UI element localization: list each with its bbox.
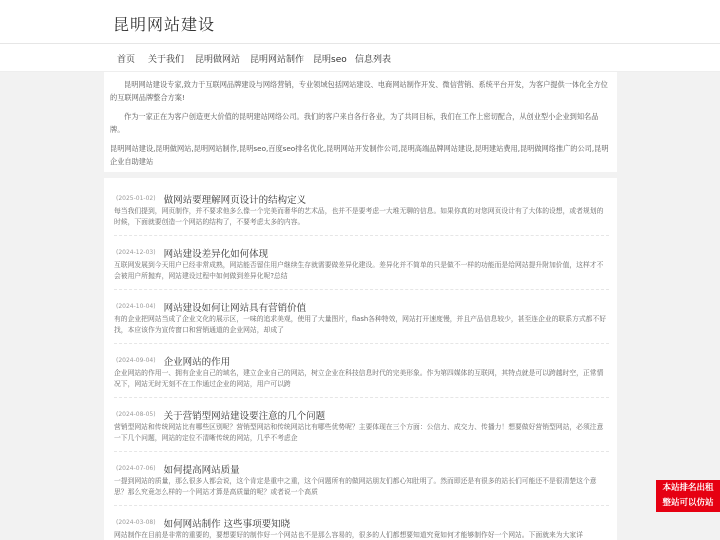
nav-item-kunming-web-design[interactable]: 昆明网站制作 (250, 55, 305, 65)
article-item (114, 452, 609, 506)
intro-panel (104, 72, 617, 172)
article-list (104, 178, 617, 540)
article-summary: 营销型网站和传统网站比有哪些区别呢？营销型网站和传统网站比有哪些优势呢？主要体现在三个方面：公信力、成交力、传播力！想要做好营销型网站，必须注意一下几个问题，网站的定位不清晰传统的网站，几乎不考虑企 (114, 423, 604, 442)
article-title-link[interactable]: 如何提高网站质量 (163, 464, 240, 476)
nav-item-kunming-seo[interactable]: 昆明seo (313, 55, 347, 65)
article-item (114, 236, 609, 290)
article-item (114, 344, 609, 398)
site-title[interactable]: 昆明网站建设 (113, 15, 216, 34)
article-summary: 一提到网站的质量，那么很多人都会说，这个肯定是重中之重，这个问题所有的做网站朋友们都心知肚明了。然而即还是有很多的站长们可能还不是很清楚这个意思？那么究竟怎么样的一个网站才算是高质量的呢？或者说一个高质 (114, 477, 597, 496)
article-title-link[interactable]: 做网站要理解网页设计的结构定义 (163, 194, 307, 206)
ranking-rental-badge[interactable] (656, 480, 720, 512)
article-date: (2024-08-05) (116, 411, 156, 418)
article-summary: 互联网发展到今天用户已经非常成熟，网站能否留住用户继续生存就需要做差异化建设。差异化并不简单的只是做不一样的功能而是给网站提升附加价值，这样才不会被用户所抛弃，网站建设过程中如何做到差异化呢?总结 (114, 261, 604, 280)
nav-item-about[interactable]: 关于我们 (148, 55, 185, 65)
article-summary: 网站制作在目前是非常的重要的，要想要好的制作好一个网站也不是那么容易的，很多的人们都想要知道究竟如何才能够制作好一个网站。下面就来为大家详 (114, 531, 583, 539)
intro-paragraph: 昆明网站建设专家,致力于互联网品牌建设与网络营销，专业领域包括网站建设、电商网站制作开发、微信营销、系统平台开发，为客户提供一体化全方位的互联网品牌整合方案! (110, 80, 608, 102)
article-title-link[interactable]: 网站建设差异化如何体现 (163, 248, 269, 260)
badge-line: 整站可以仿站 (662, 498, 714, 508)
article-title-link[interactable]: 企业网站的作用 (163, 356, 231, 368)
article-date: (2025-01-02) (116, 195, 156, 202)
nav-item-home[interactable]: 首页 (117, 55, 136, 65)
badge-line: 本站排名出租 (662, 483, 714, 493)
main-nav (0, 44, 720, 72)
article-item (114, 290, 609, 344)
article-date: (2024-12-03) (116, 249, 156, 256)
article-title-link[interactable]: 关于营销型网站建设要注意的几个问题 (163, 410, 326, 422)
article-title-link[interactable]: 如何网站制作 这些事项要知晓 (163, 518, 291, 530)
article-date: (2024-03-08) (116, 519, 156, 526)
intro-paragraph: 作为一家正在为客户创造更大价值的昆明建站网络公司。我们的客户来自各行各业，为了共同目标，我们在工作上密切配合，从创业型小企业到知名品牌。 (110, 112, 599, 134)
article-item (114, 182, 609, 236)
article-item (114, 506, 609, 540)
article-summary: 有的企业把网站当成了企业文化的展示区，一味的追求美观，使用了大量图片，flash各种特效，网站打开速度慢，并且产品信息较少，甚至连企业的联系方式都不好找，本应该作为宣传窗口和营销通道的企业网站，却成了 (114, 315, 607, 334)
article-title-link[interactable]: 网站建设如何让网站具有营销价值 (163, 302, 307, 314)
nav-item-info-list[interactable]: 信息列表 (355, 55, 392, 65)
article-date: (2024-07-06) (116, 465, 156, 472)
article-summary: 企业网站的作用一、拥有企业自己的域名，建立企业自己的网站，树立企业在科技信息时代的完美形象。作为第四媒体的互联网，其特点就是可以跨越时空，正常情况下，网站无时无刻不在工作通过企业的网站，用户可以跨 (114, 369, 604, 388)
site-header (0, 0, 720, 44)
nav-item-kunming-website[interactable]: 昆明做网站 (195, 55, 241, 65)
article-date: (2024-09-04) (116, 357, 156, 364)
keywords-text: 昆明网站建设,昆明做网站,昆明网站制作,昆明seo,百度seo排名优化,昆明网站开发制作公司,昆明高端品牌网站建设,昆明建站费用,昆明做网络推广的公司,昆明企业自助建站 (110, 144, 609, 166)
article-summary: 每当我们提到，网页制作，并不要求他多么像一个完美而奢华的艺术品，也并不是要考虑一大堆无聊的信息。如果你真的对您网页设计有了大体的设想，或者规划的时候，下面就要创造一个网站的结构了，不要考虑太多的内容。 (114, 207, 604, 226)
article-date: (2024-10-04) (116, 303, 156, 310)
article-item (114, 398, 609, 452)
